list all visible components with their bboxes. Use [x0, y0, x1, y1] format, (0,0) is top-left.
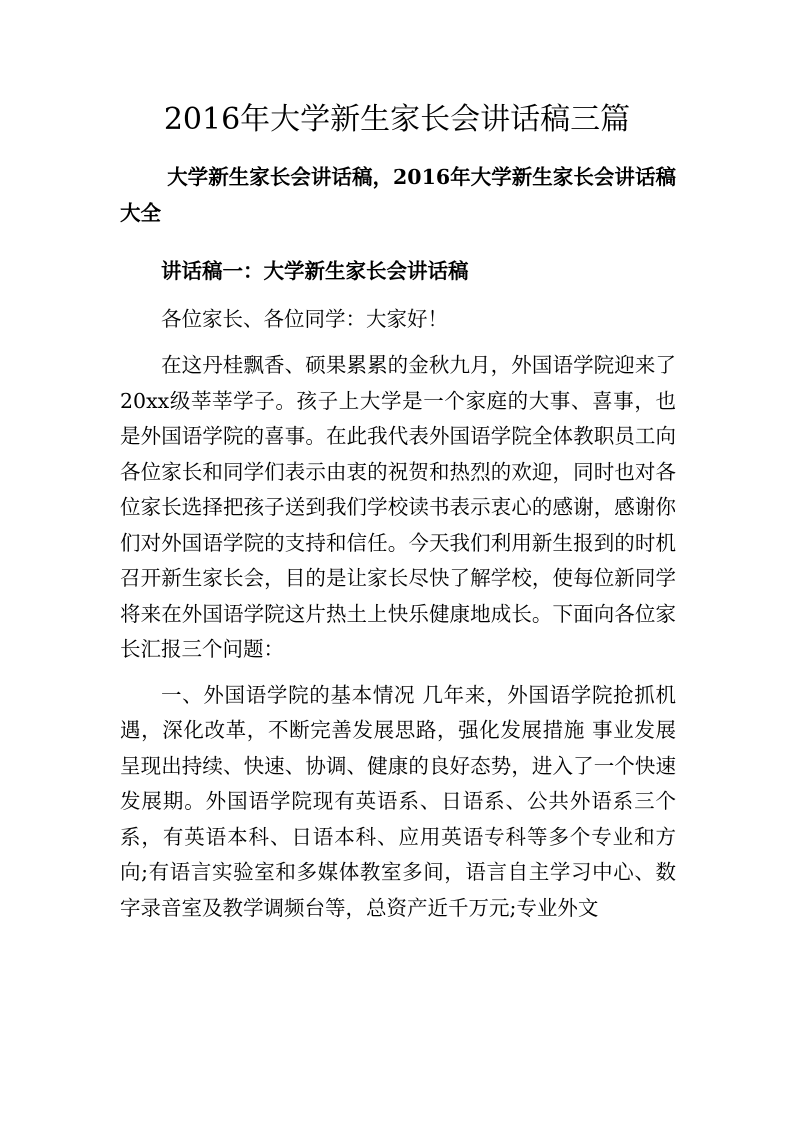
document-subtitle: 大学新生家长会讲话稿，2016年大学新生家长会讲话稿大全 [120, 165, 676, 225]
body-paragraph-2: 一、外国语学院的基本情况 几年来，外国语学院抢抓机遇，深化改革，不断完善发展思路，强化发展措施 事业发展呈现出持续、快速、协调、健康的良好态势，进入了一个快速发展期。外国语学院现有英语系、日语系、公共外语系三个系，有英语本科、日语本科、应用英语专科等多个专业和方向;有语言实验室和多媒体教室多间，语言自主学习中心、数字录音室及教学调频台等，总资产近千万元;专业外文 [120, 682, 676, 920]
document-body [120, 160, 676, 936]
document-title: 2016年大学新生家长会讲话稿三篇 [163, 102, 631, 137]
body-paragraph-1: 在这丹桂飘香、硕果累累的金秋九月，外国语学院迎来了20xx级莘莘学子。孩子上大学是一个家庭的大事、喜事，也是外国语学院的喜事。在此我代表外国语学院全体教职员工向各位家长和同学们表示由衷的祝贺和热烈的欢迎，同时也对各位家长选择把孩子送到我们学校读书表示衷心的感谢，感谢你们对外国语学院的支持和信任。今天我们利用新生报到的时机召开新生家长会，目的是让家长尽快了解学校，使每位新同学将来在外国语学院这片热土上快乐健康地成长。下面向各位家长汇报三个问题： [120, 353, 676, 661]
greeting-line: 各位家长、各位同学：大家好！ [161, 306, 448, 331]
section-heading: 讲话稿一：大学新生家长会讲话稿 [161, 259, 469, 283]
